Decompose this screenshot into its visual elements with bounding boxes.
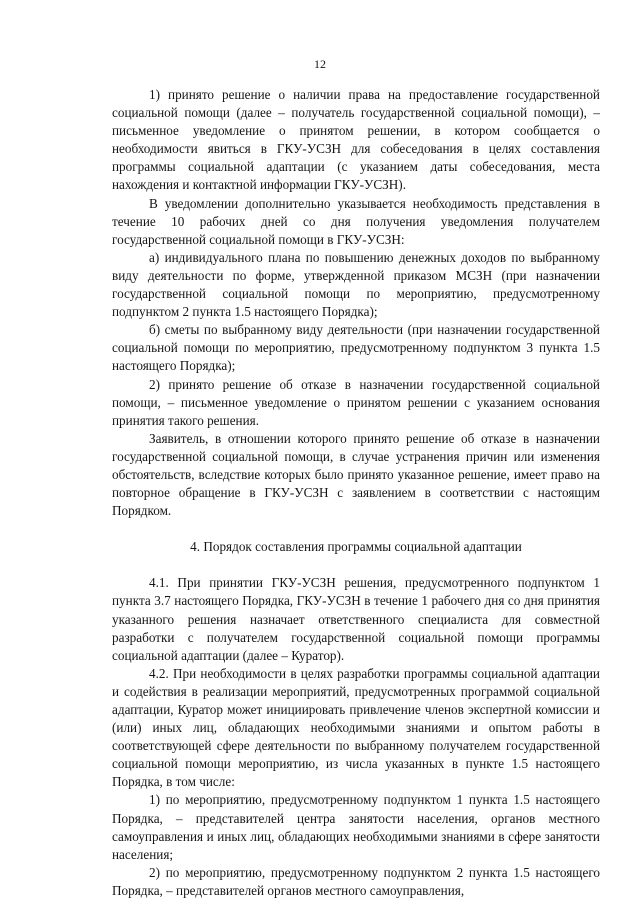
document-body xyxy=(112,86,600,900)
paragraph-reapply-right: Заявитель, в отношении которого принято решение об отказе в назначении государственной социальной помощи, в случае устранения причин или изменения обстоятельств, вследствие которых было принято указанное решение, имеет право на повторное обращение в ГКУ-УСЗН с заявлением в соответствии с настоящим Порядком. xyxy=(112,430,600,519)
paragraph-4-2-item-2: 2) по мероприятию, предусмотренному подпунктом 2 пункта 1.5 настоящего Порядка, – представителей органов местного самоуправления, xyxy=(112,864,600,898)
paragraph-4-1: 4.1. При принятии ГКУ-УСЗН решения, предусмотренного подпунктом 1 пункта 3.7 настоящего Порядка, ГКУ-УСЗН в течение 1 рабочего дня со дня принятия указанного решения назначает ответственного специалиста для совместной разработки с получателем государственной социальной помощи программы социальной адаптации (далее – Куратор). xyxy=(112,575,600,663)
paragraph-4-2-item-1: 1) по мероприятию, предусмотренному подпунктом 1 пункта 1.5 настоящего Порядка, – представителей центра занятости населения, органов местного самоуправления и иных лиц, обладающих необходимыми знаниями в сфере занятости населения; xyxy=(112,792,600,862)
section-heading: 4. Порядок составления программы социальной адаптации xyxy=(190,539,522,555)
paragraph-item-a: а) индивидуального плана по повышению денежных доходов по выбранному виду деятельности по форме, утвержденной приказом МСЗН (при назначении государственной социальной помощи по мероприятию, предусмотренному подпунктом 2 пункта 1.5 настоящего Порядка); xyxy=(112,249,600,320)
section-4-body xyxy=(112,574,600,900)
paragraph-notification-extra: В уведомлении дополнительно указывается необходимость представления в течение 10 рабочих дней со дня получения уведомления получателем государственной социальной помощи в ГКУ-УСЗН: xyxy=(112,195,600,247)
paragraph-decision-granted: 1) принято решение о наличии права на предоставление государственной социальной помощи (далее – получатель государственной социальной помощи), – письменное уведомление о принятом решении, в котором сообщается о необходимости явиться в ГКУ-УСЗН для собеседования в целях составления программы социальной адаптации (с указанием даты собеседования, места нахождения и контактной информации ГКУ-УСЗН). xyxy=(112,87,600,193)
page-number: 12 xyxy=(314,57,326,71)
paragraph-4-2: 4.2. При необходимости в целях разработки программы социальной адаптации и содействия в реализации мероприятий, предусмотренных программой социальной адаптации, Куратор может инициировать привлечение членов экспертной комиссии и (или) иных лиц, обладающих необходимыми знаниями и опытом работы в соответствующей сфере деятельности по выбранному получателем государственной социальной помощи мероприятию, из числа указанных в пункте 1.5 настоящего Порядка, в том числе: xyxy=(112,665,600,790)
paragraph-decision-refused: 2) принято решение об отказе в назначении государственной социальной помощи, – письменное уведомление о принятом решении с указанием основания принятия такого решения. xyxy=(112,376,600,428)
paragraph-item-b: б) сметы по выбранному виду деятельности (при назначении государственной социальной помощи по мероприятию, предусмотренному подпунктом 3 пункта 1.5 настоящего Порядка); xyxy=(112,322,600,374)
